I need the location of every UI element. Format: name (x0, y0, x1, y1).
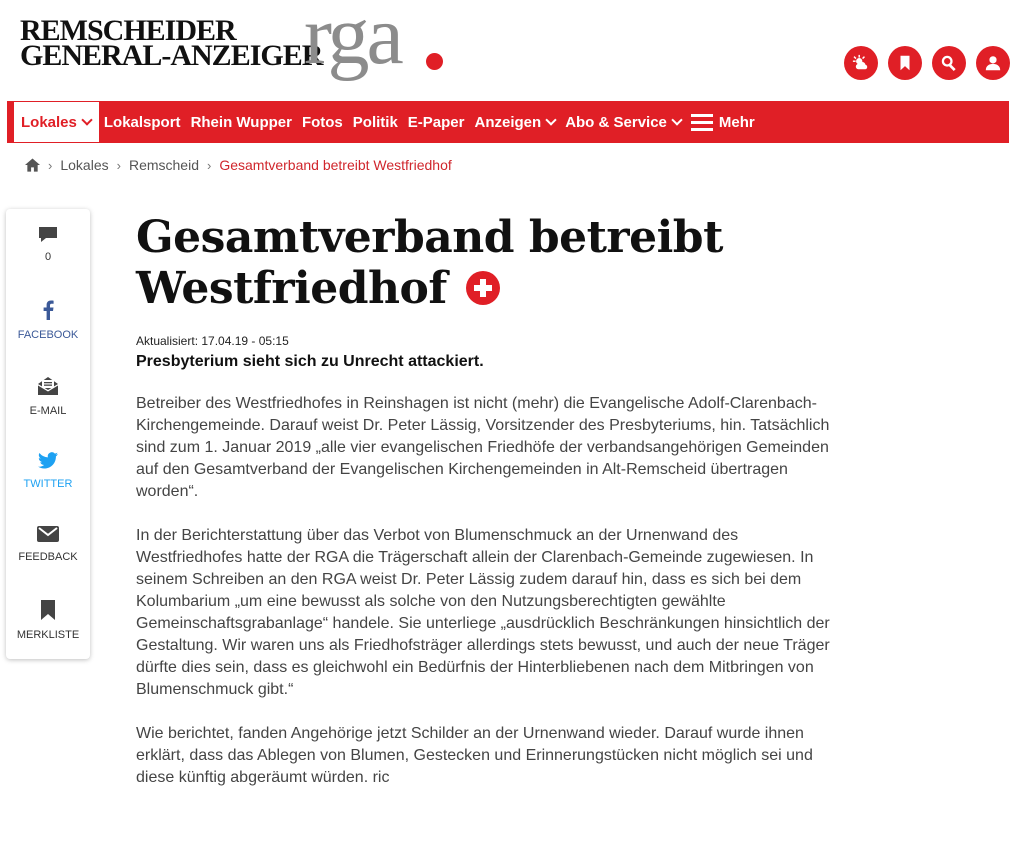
logo-dot (426, 53, 443, 70)
watchlist-add-button[interactable] (6, 600, 90, 641)
twitter-icon (38, 452, 58, 469)
feedback-label: FEEDBACK (18, 551, 78, 563)
breadcrumb-current[interactable]: Gesamtverband betreibt Westfriedhof (219, 157, 452, 173)
chevron-down-icon (81, 114, 92, 125)
plus-badge-icon (466, 271, 500, 305)
article-paragraph: In der Berichterstattung über das Verbot von Blumenschmuck an der Urnenwand des Westfriedhofes hatte der RGA die Trägerschaft allein der Clarenbach-Gemeinde zugewiesen. In seinem Schreiben an den RGA weist Dr. Peter Lässig zudem darauf hin, dass es sich bei dem Kolumbarium „um eine bewusst als solche von den Nutzungsberechtigten gewählte Gemeinschaftsgrabanlage“ handele. Sie unterliege „ausdrücklich Beschränkungen hinsichtlich der Gestaltung. Wir waren uns als Friedhofsträger allerdings stets bewusst, und auch der neue Träger dürfte dies sein, dass es gleichwohl ein Bedürfnis der Hinterbliebenen nach dem Mitbringen von Blumenschmuck gibt.“ (136, 527, 830, 698)
bookmark-icon (41, 600, 55, 620)
nav-politik-label: Politik (352, 113, 398, 131)
nav-abo-service[interactable] (560, 101, 686, 143)
weather-icon (852, 54, 870, 72)
nav-lokalsport[interactable] (99, 101, 186, 143)
facebook-icon (42, 300, 54, 320)
nav-mehr[interactable] (686, 101, 760, 143)
hamburger-icon (691, 114, 713, 131)
nav-fotos[interactable] (297, 101, 348, 143)
rga-logo[interactable] (304, 0, 401, 82)
nav-rhein-wupper-label: Rhein Wupper (190, 113, 292, 131)
breadcrumb (25, 157, 452, 173)
nav-politik[interactable] (348, 101, 403, 143)
watchlist-button[interactable] (888, 46, 922, 80)
facebook-label: FACEBOOK (17, 329, 79, 341)
nav-abo-service-label: Abo & Service (565, 113, 667, 131)
home-icon (25, 158, 40, 172)
nav-lokalsport-label: Lokalsport (103, 113, 181, 131)
article-title-line2: Westfriedhof (136, 263, 447, 314)
brand-name-line2: GENERAL-ANZEIGER (20, 39, 323, 72)
comment-icon (38, 226, 58, 244)
nav-e-paper-label: E-Paper (407, 113, 465, 131)
breadcrumb-remscheid[interactable]: Remscheid (128, 157, 199, 173)
comments-button[interactable] (6, 226, 90, 263)
home-link[interactable] (25, 158, 40, 172)
nav-lokales-label: Lokales (21, 113, 77, 131)
bookmark-icon (896, 54, 914, 72)
twitter-label: TWITTER (23, 478, 73, 490)
nav-fotos-label: Fotos (301, 113, 343, 131)
article-title-line1: Gesamtverband betreibt (136, 212, 723, 263)
search-icon (940, 54, 958, 72)
email-share-button[interactable] (6, 376, 90, 417)
article-paragraph: Betreiber des Westfriedhofes in Reinshagen ist nicht (mehr) die Evangelische Adolf-Clarenbach-Kirchengemeinde. Darauf weist Dr. Peter Lässig, Vorsitzender des Presbyteriums, hin. Tatsächlich sind zum 1. Januar 2019 „alle vier evangelischen Friedhöfe der verbandsangehörigen Gemeinden auf den Gesamtverband der Evangelischen Kirchengemeinden in Alt-Remscheid übertragen worden“. (136, 395, 830, 500)
breadcrumb-lokales[interactable]: Lokales (60, 157, 109, 173)
breadcrumb-separator: › (206, 157, 212, 173)
site-brand[interactable] (20, 14, 323, 72)
chevron-down-icon (671, 114, 682, 125)
breadcrumb-separator: › (116, 157, 121, 173)
search-button[interactable] (932, 46, 966, 80)
brand-name-line1: REMSCHEIDER (20, 14, 236, 47)
weather-button[interactable] (844, 46, 878, 80)
logo-text: rga (304, 0, 401, 82)
chevron-down-icon (546, 114, 557, 125)
article-paragraph: Wie berichtet, fanden Angehörige jetzt Schilder an der Urnenwand wieder. Darauf wurde ihnen erklärt, dass das Ablegen von Blumen, Gestecken und Erinnerungstücken nicht möglich sei und diese künftig abgeräumt würden. ric (136, 725, 813, 786)
article (136, 212, 836, 789)
article-teaser: Presbyterium sieht sich zu Unrecht attackiert. (136, 353, 484, 370)
updated-timestamp: Aktualisiert: 17.04.19 - 05:15 (136, 334, 289, 348)
nav-anzeigen[interactable] (470, 101, 561, 143)
feedback-button[interactable] (6, 526, 90, 563)
article-title (136, 212, 836, 314)
watchlist-label: MERKLISTE (16, 629, 80, 641)
nav-e-paper[interactable] (403, 101, 470, 143)
share-sidebar (6, 209, 90, 659)
header-actions (844, 46, 1010, 80)
facebook-share-button[interactable] (6, 300, 90, 341)
breadcrumb-separator: › (48, 157, 53, 173)
feedback-envelope-icon (37, 526, 59, 542)
email-label: E-MAIL (29, 405, 67, 417)
nav-lokales[interactable] (14, 102, 99, 142)
nav-mehr-label: Mehr (718, 113, 755, 131)
account-button[interactable] (976, 46, 1010, 80)
user-icon (984, 54, 1002, 72)
nav-anzeigen-label: Anzeigen (474, 113, 542, 131)
main-navigation (7, 101, 1009, 143)
twitter-share-button[interactable] (6, 452, 90, 490)
email-icon (37, 376, 59, 396)
nav-rhein-wupper[interactable] (186, 101, 297, 143)
comments-count: 0 (44, 251, 52, 263)
